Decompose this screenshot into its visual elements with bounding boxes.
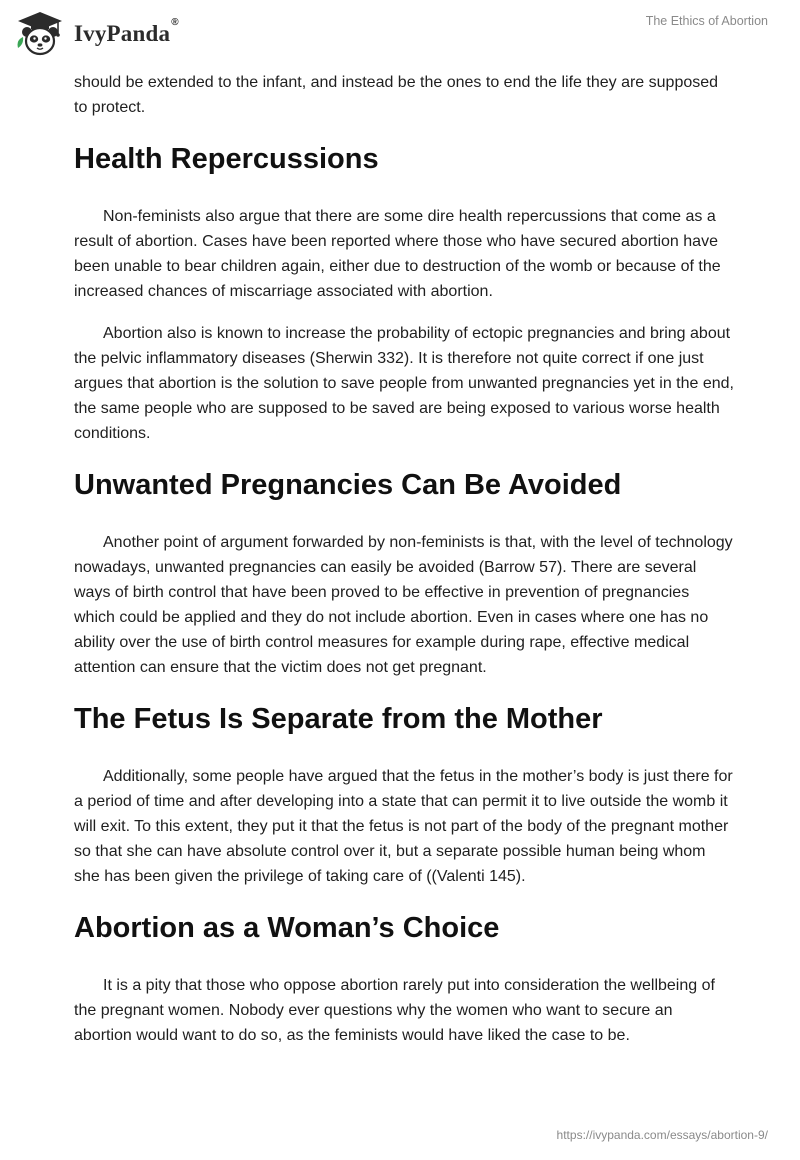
section-heading-health-repercussions: Health Repercussions	[74, 143, 379, 175]
panda-graduate-icon	[14, 10, 66, 56]
paragraph: Another point of argument forwarded by non-feminists is that, with the level of technology nowadays, unwanted pregnancies can easily be avoided (Barrow 57). There are several ways of birth control that have been proved to be effective in prevention of pregnancies which could be applied and they do not include abortion. Even in cases where one has no ability over the use of birth control measures for example during rape, effective medical attention can ensure that the victim does not get pregnant.	[74, 534, 733, 676]
document-title: The Ethics of Abortion	[645, 14, 768, 28]
paragraph: Additionally, some people have argued that the fetus in the mother’s body is just there for a period of time and after developing into a state that can permit it to live outside the womb it will exit. To this extent, they put it that the fetus is not part of the body of the pregnant mother so that she can have absolute control over it, but a separate possible human being whom she has been given the privilege of taking care of ((Valenti 145).	[74, 768, 733, 885]
section-heading-womans-choice: Abortion as a Woman’s Choice	[74, 912, 500, 944]
logo-name: IvyPanda	[74, 21, 171, 46]
page-header	[0, 0, 800, 64]
paragraph: Abortion also is known to increase the probability of ectopic pregnancies and bring about the pelvic inflammatory diseases (Sherwin 332). It is therefore not quite correct if one just argues that abortion is the solution to save people from unwanted pregnancies yet in the end, the same people who are supposed to be saved are being exposed to various worse health conditions.	[74, 325, 734, 442]
section-heading-fetus-separate: The Fetus Is Separate from the Mother	[74, 703, 603, 735]
paragraph: Non-feminists also argue that there are some dire health repercussions that come as a result of abortion. Cases have been reported where those who have secured abortion have been unable to bear children again, either due to destruction of the womb or because of the increased chances of miscarriage associated with abortion.	[74, 208, 721, 300]
paragraph: It is a pity that those who oppose abortion rarely put into consideration the wellbeing of the pregnant women. Nobody ever questions why the women who want to secure an abortion would want to do so, as the feminists would have liked the case to be.	[74, 977, 715, 1044]
source-url[interactable]: https://ivypanda.com/essays/abortion-9/	[556, 1128, 768, 1142]
section-heading-unwanted-pregnancies: Unwanted Pregnancies Can Be Avoided	[74, 469, 622, 501]
ivypanda-logo[interactable]	[14, 10, 179, 56]
registered-mark: ®	[171, 17, 179, 28]
intro-paragraph: should be extended to the infant, and instead be the ones to end the life they are supposed to protect.	[74, 74, 719, 116]
logo-text	[74, 17, 179, 47]
essay-content	[74, 70, 734, 1065]
